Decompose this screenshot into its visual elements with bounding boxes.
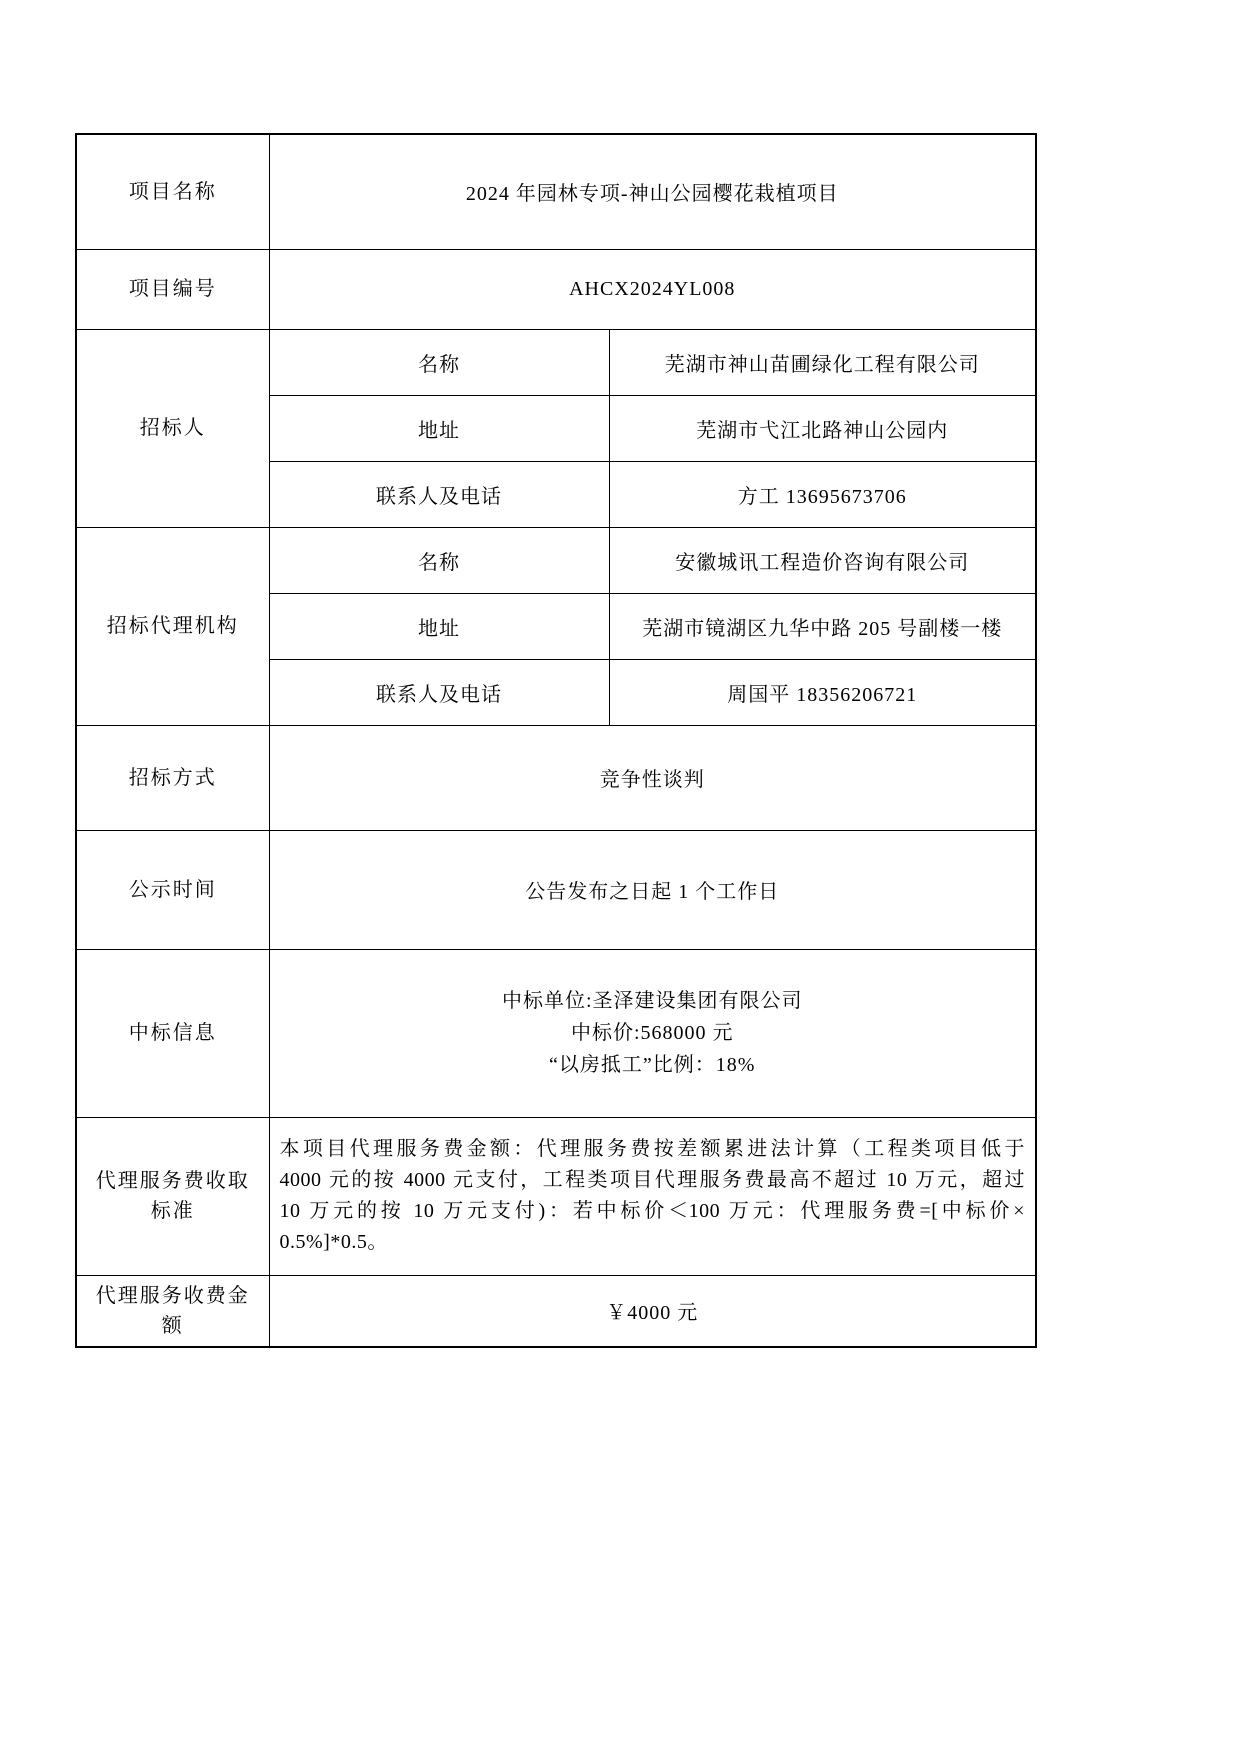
award-label: 中标信息: [76, 949, 269, 1117]
project-name-label: 项目名称: [76, 134, 269, 249]
row-award: [76, 949, 1036, 1117]
award-price-line: 中标价:568000 元: [570, 1022, 734, 1044]
award-value: [269, 949, 1036, 1117]
fee-amount-label: 代理服务收费金额: [76, 1275, 269, 1347]
row-tenderer-name: [76, 329, 1036, 395]
fee-amount-value: ￥4000 元: [269, 1275, 1036, 1347]
award-ratio-line: “以房抵工”比例：18%: [549, 1054, 756, 1076]
project-no-value: AHCX2024YL008: [269, 249, 1036, 329]
tenderer-address-label: 地址: [269, 395, 609, 461]
agency-contact-label: 联系人及电话: [269, 659, 609, 725]
tenderer-contact-value: 方工 13695673706: [609, 461, 1036, 527]
tenderer-contact-label: 联系人及电话: [269, 461, 609, 527]
tenderer-name-label: 名称: [269, 329, 609, 395]
fee-standard-line: 4000 元的按 4000 元支付，工程类项目代理服务费最高不超过 10 万元，超过: [279, 1169, 1026, 1191]
agency-address-label: 地址: [269, 593, 609, 659]
agency-contact-value: 周国平 18356206721: [609, 659, 1036, 725]
bid-announcement-table: [75, 133, 1037, 1348]
tenderer-label: 招标人: [76, 329, 269, 527]
tenderer-name-value: 芜湖市神山苗圃绿化工程有限公司: [609, 329, 1036, 395]
row-method: [76, 725, 1036, 830]
fee-standard-line: 本项目代理服务费金额：代理服务费按差额累进法计算（工程类项目低于: [279, 1138, 1026, 1160]
project-no-label: 项目编号: [76, 249, 269, 329]
tenderer-address-value: 芜湖市弋江北路神山公园内: [609, 395, 1036, 461]
fee-standard-line: 10 万元的按 10 万元支付)：若中标价＜100 万元：代理服务费=[中标价×: [279, 1200, 1026, 1222]
method-label: 招标方式: [76, 725, 269, 830]
project-name-value: 2024 年园林专项-神山公园樱花栽植项目: [269, 134, 1036, 249]
award-winner-line: 中标单位:圣泽建设集团有限公司: [501, 990, 803, 1012]
agency-name-value: 安徽城讯工程造价咨询有限公司: [609, 527, 1036, 593]
row-project-no: [76, 249, 1036, 329]
agency-name-label: 名称: [269, 527, 609, 593]
publicity-label: 公示时间: [76, 830, 269, 949]
row-fee-standard: [76, 1117, 1036, 1275]
fee-standard-label: 代理服务费收取标准: [76, 1117, 269, 1275]
agency-label: 招标代理机构: [76, 527, 269, 725]
method-value: 竞争性谈判: [269, 725, 1036, 830]
fee-standard-line: 0.5%]*0.5。: [279, 1231, 388, 1253]
row-publicity: [76, 830, 1036, 949]
agency-address-value: 芜湖市镜湖区九华中路 205 号副楼一楼: [609, 593, 1036, 659]
row-fee-amount: [76, 1275, 1036, 1347]
row-project-name: [76, 134, 1036, 249]
fee-standard-value: [269, 1117, 1036, 1275]
row-agency-name: [76, 527, 1036, 593]
publicity-value: 公告发布之日起 1 个工作日: [269, 830, 1036, 949]
